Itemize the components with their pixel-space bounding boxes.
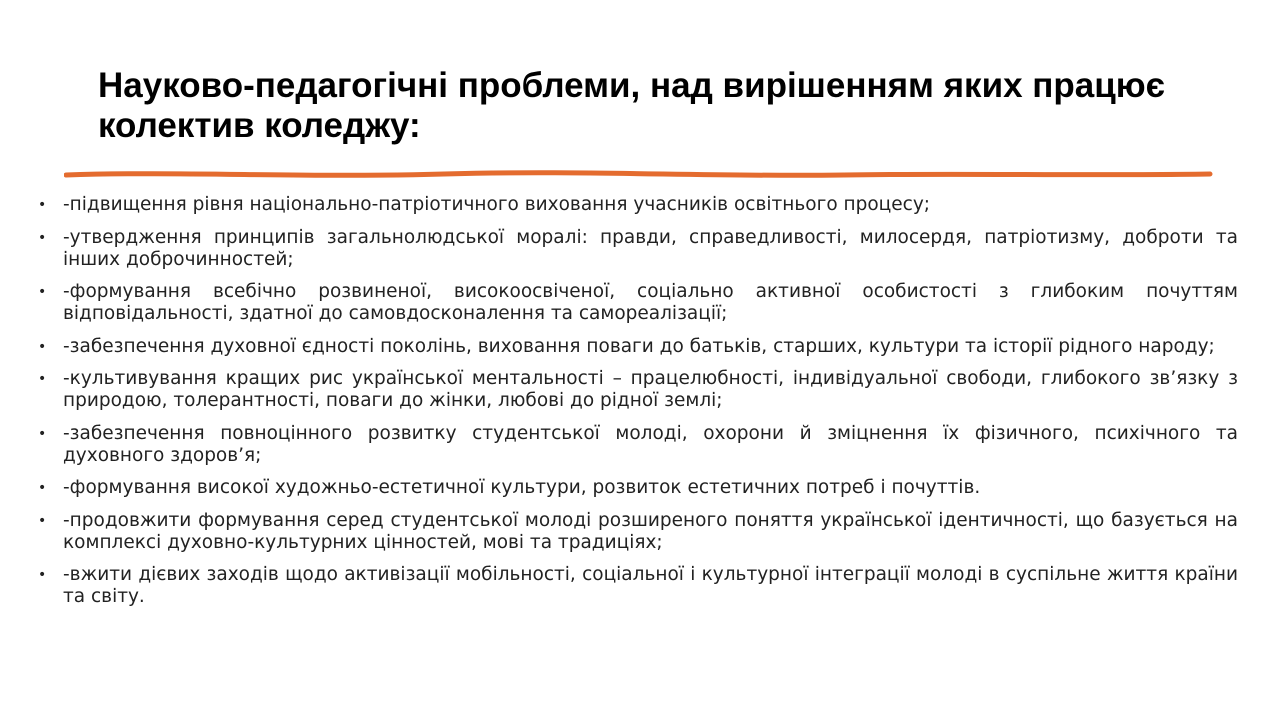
bullet-marker: • [38, 512, 47, 529]
bullet-list [38, 194, 1238, 619]
bullet-item [38, 510, 1238, 554]
bullet-text: -продовжити формування серед студентської молоді розширеного поняття української ідентичності, що базується на комплексі духовно-культурних цінностей, мові та традиціях; [63, 509, 1238, 553]
bullet-text: -вжити дієвих заходів щодо активізації мобільності, соціальної і культурної інтеграції молоді в суспільне життя країни та світу. [63, 564, 1238, 607]
bullet-marker: • [38, 425, 47, 442]
bullet-item [38, 194, 1238, 216]
bullet-text: -забезпечення духовної єдності поколінь, виховання поваги до батьків, старших, культури та історії рідного народу; [63, 335, 1215, 357]
bullet-marker: • [38, 480, 47, 496]
bullet-item [38, 227, 1238, 271]
bullet-item [38, 564, 1238, 608]
bullet-marker: • [38, 567, 47, 583]
bullet-text: -забезпечення повноцінного розвитку студентської молоді, охорони й зміцнення їх фізичного, психічного та духовного здоров’я; [63, 422, 1238, 466]
bullet-item [38, 477, 1238, 499]
bullet-item [38, 368, 1238, 412]
title-underline-stroke [66, 173, 1210, 176]
bullet-marker: • [38, 284, 47, 300]
bullet-item [38, 336, 1238, 358]
bullet-text: -підвищення рівня національно-патріотичного виховання учасників освітнього процесу; [63, 194, 930, 215]
bullet-marker: • [38, 197, 47, 213]
bullet-text: -утвердження принципів загальнолюдської моралі: правди, справедливості, милосердя, патріотизму, доброти та інших доброчинностей; [63, 226, 1238, 270]
bullet-item [38, 281, 1238, 325]
bullet-text: -формування всебічно розвиненої, високоосвіченої, соціально активної особистості з глибоким почуттям відповідальності, здатної до самовдосконалення та самореалізації; [63, 281, 1238, 324]
bullet-marker: • [38, 371, 47, 387]
bullet-text: -культивування кращих рис української ментальності – працелюбності, індивідуальної свободи, глибокого зв’язку з природою, толерантності, поваги до жінки, любові до рідної землі; [63, 368, 1238, 411]
bullet-marker: • [38, 229, 47, 246]
slide-title: Науково-педагогічні проблеми, над вирішенням яких працює колектив коледжу: [98, 66, 1166, 145]
bullet-item [38, 423, 1238, 467]
title-underline [64, 168, 1214, 182]
bullet-text: -формування високої художньо-естетичної культури, розвиток естетичних потреб і почуттів. [63, 477, 981, 498]
bullet-marker: • [38, 338, 47, 355]
